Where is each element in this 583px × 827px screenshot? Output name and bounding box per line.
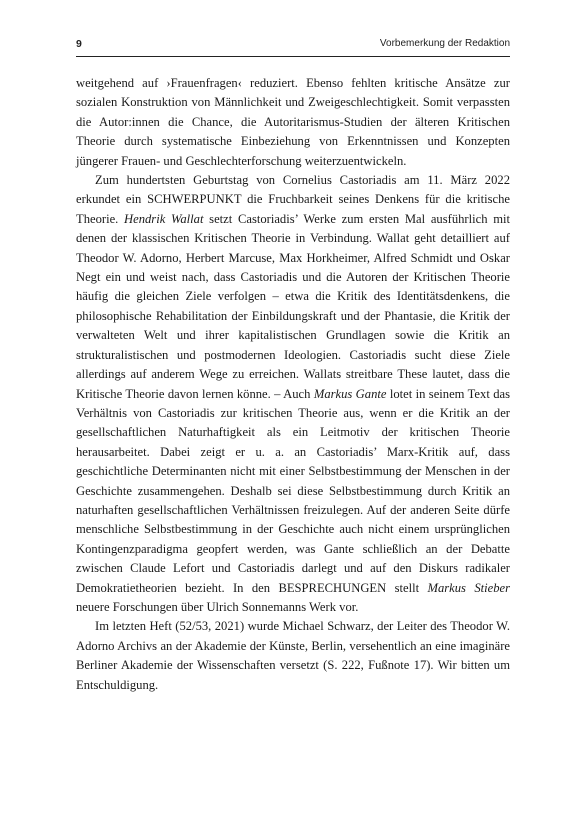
author-name: Markus Gante [313,386,387,401]
author-name: Hendrik Wallat [124,211,204,226]
body-text [76,74,510,695]
text-run: Im letzten Heft (52/53, 2021) wurde Michael Schwarz, der Leiter des Theodor W. Adorno Archivs an der Akademie der Künste, Berlin, versehentlich an eine imaginäre Berliner Akademie der Wissenschaften versetzt (S. 222, Fußnote 17). Wir bitten um Entschuldigung. [76,619,510,692]
paragraph [76,617,510,695]
author-name: Markus Stieber [427,580,511,595]
text-run: setzt Castoriadis’ Werke zum ersten Mal ausführlich mit denen der klassischen Kritischen Theorie in Verbindung. Wallat geht detailliert auf Theodor W. Adorno, Herbert Marcuse, Max Horkheimer, Alfred Schmidt und Oskar Negt ein und weist nach, dass Castoriadis und die Autoren der Kritischen Theorie häufig die gleichen Ziele verfolgen – etwa die Kritik des Identitätsdenkens, die philosophische Rehabilitation der Einbildungskraft und der Phantasie, die Kritik der verwalteten Welt und ihrer kapitalistischen Grundlagen sowie die Kritik an strukturalistischen und postmodernen Ideologien. Castoriadis sucht diese Ziele allerdings auf anderem Wege zu erreichen. Wallats streitbare These lautet, dass die Kritische Theorie davon lernen könne. – Auch [76,211,510,401]
text-run: neuere Forschungen über Ulrich Sonnemanns Werk vor. [76,599,359,614]
text-run: weitgehend auf ›Frauenfragen‹ reduziert. Ebenso fehlten kritische Ansätze zur sozialen Konstruktion von Männlichkeit und Zweigeschlechtigkeit. Somit verpassten die Autor:innen die Chance, die Autoritarismus-Studien der älteren Kritischen Theorie durch systematische Einbeziehung von Erkenntnissen und Konzepten jüngerer Frauen- und Geschlechterforschung weiterzuentwickeln. [76,76,510,168]
text-run: Zum hundertsten Geburtstag von Cornelius Castoriadis am 11. März 2022 erkundet ein SCHWERPUNKT die Fruchbarkeit seines Denkens für die kritische Theorie. [76,173,510,226]
running-head: Vorbemerkung der Redaktion [379,38,510,49]
page-header [76,38,510,56]
page-number: 9 [76,38,82,50]
text-run: lotet in seinem Text das Verhältnis von Castoriadis zur kritischen Theorie aus, wenn er die Kritik an der gesellschaftlichen Naturhaftigkeit als ein Leitmotiv der kritischen Theorie herausarbeitet. Dabei zeigt er u. a. an Castoriadis’ Marx-Kritik auf, dass geschichtliche Determinanten nicht mit einer Selbstbestimmung der Menschen in der Geschichte zusammengehen. Deshalb sei diese Selbstbestimmung durch Kritik an naturhaften gesellschaftlichen Verhältnissen freizulegen. Auf der anderen Seite dürfe menschliche Selbstbestimmung in der Geschichte auch nicht einem ursprünglichen Kontingenzparadigma geopfert werden, was Gante schließlich an der Debatte zwischen Claude Lefort und Castoriadis darlegt und auf den Diskurs radikaler Demokratietheorien bezieht. In den BESPRECHUNGEN stellt [76,386,510,595]
paragraph [76,171,510,617]
header-rule [76,56,510,57]
paragraph [76,74,510,171]
